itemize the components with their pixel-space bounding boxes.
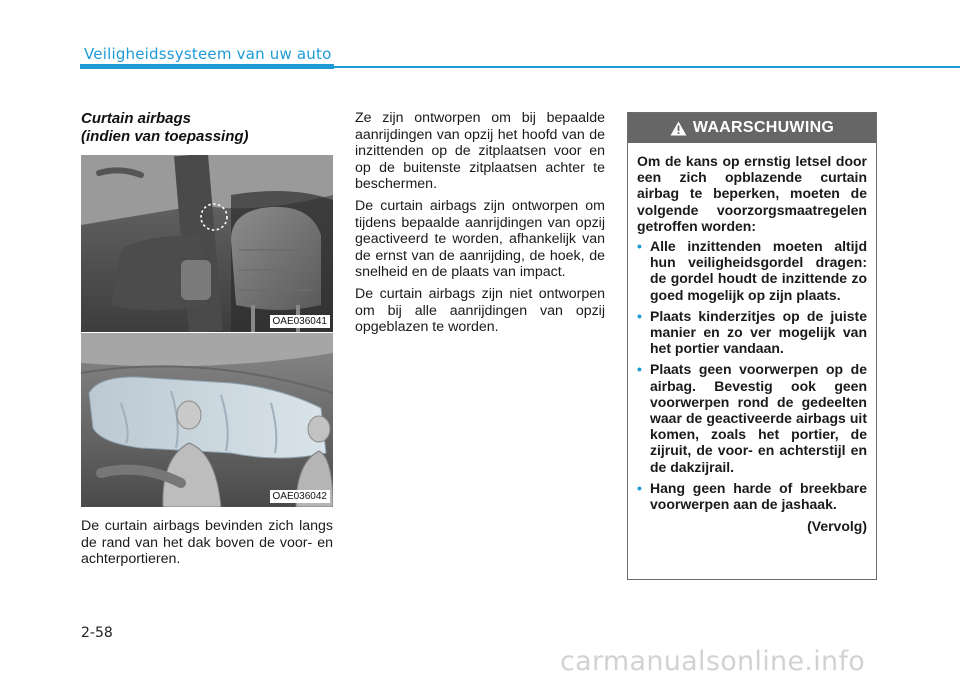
- warning-item-text: Plaats geen voorwerpen op de airbag. Bevestig ook geen voorwerpen rond de gedeelten waar de geactiveerde airbags uit komen, zoals het portier, de zijruit, de voor- en achterstijl en de dakzijrail.: [650, 361, 867, 475]
- warning-item: [637, 480, 867, 512]
- watermark: carmanualsonline.info: [560, 646, 866, 677]
- section-title: [81, 110, 249, 146]
- figure-code: OAE036041: [270, 315, 331, 328]
- section-title-main: Curtain airbags: [81, 110, 192, 127]
- warning-body: [628, 143, 876, 534]
- warning-item: [637, 308, 867, 357]
- figure-code: OAE036042: [270, 490, 331, 503]
- warning-item: [637, 361, 867, 474]
- continued-label: (Vervolg): [807, 518, 867, 535]
- paragraph: De curtain airbags zijn niet ontworpen om bij alle aanrijdingen van opzij opgeblazen te worden.: [355, 285, 605, 336]
- warning-title: WAARSCHUWING: [692, 119, 835, 136]
- warning-intro: Om de kans op ernstig letsel door een zich opblazende curtain airbag te beperken, moeten de volgende voorzorgsmaatregelen getroffen worden:: [637, 153, 867, 234]
- airbag-location-illustration: [81, 155, 333, 332]
- airbag-deployed-illustration: [81, 333, 333, 507]
- warning-triangle-icon: [670, 121, 687, 136]
- header-rule-accent: [80, 64, 334, 69]
- bullet-icon: •: [637, 479, 642, 496]
- airbag-location-text: De curtain airbags bevinden zich langs de rand van het dak boven de voor- en achterportieren.: [81, 518, 333, 568]
- warning-header: [628, 113, 876, 143]
- warning-list: [637, 238, 867, 512]
- section-title-sub: (indien van toepassing): [81, 128, 249, 145]
- chapter-title: Veiligheidssysteem van uw auto: [84, 45, 332, 63]
- header-rule: [334, 66, 960, 68]
- bullet-icon: •: [637, 361, 642, 378]
- warning-item-text: Alle inzittenden moeten altijd hun veiligheidsgordel dragen: de gordel houdt de inzittende zo goed mogelijk op zijn plaats.: [650, 238, 867, 303]
- body-column: [355, 110, 605, 341]
- warning-item-text: Plaats kinderzitjes op de juiste manier en zo ver mogelijk van het portier vandaan.: [650, 307, 867, 357]
- warning-item: [637, 238, 867, 303]
- figure-airbag-location: [81, 155, 333, 332]
- warning-box: [627, 112, 877, 580]
- bullet-icon: •: [637, 307, 642, 324]
- warning-item-text: Hang geen harde of breekbare voorwerpen aan de jashaak.: [650, 479, 867, 513]
- paragraph: Ze zijn ontworpen om bij bepaalde aanrijdingen van opzij het hoofd van de inzittenden op de zitplaatsen voor en op de buitenste zitplaatsen achter te beschermen.: [355, 110, 605, 193]
- bullet-icon: •: [637, 238, 642, 255]
- figure-airbag-deployed: [81, 333, 333, 507]
- paragraph: De curtain airbags zijn ontworpen om tijdens bepaalde aanrijdingen van opzij geactiveerd te worden, afhankelijk van de ernst van de aanrijding, de hoek, de snelheid en de plaats van impact.: [355, 197, 605, 281]
- page-number: 2-58: [81, 625, 113, 641]
